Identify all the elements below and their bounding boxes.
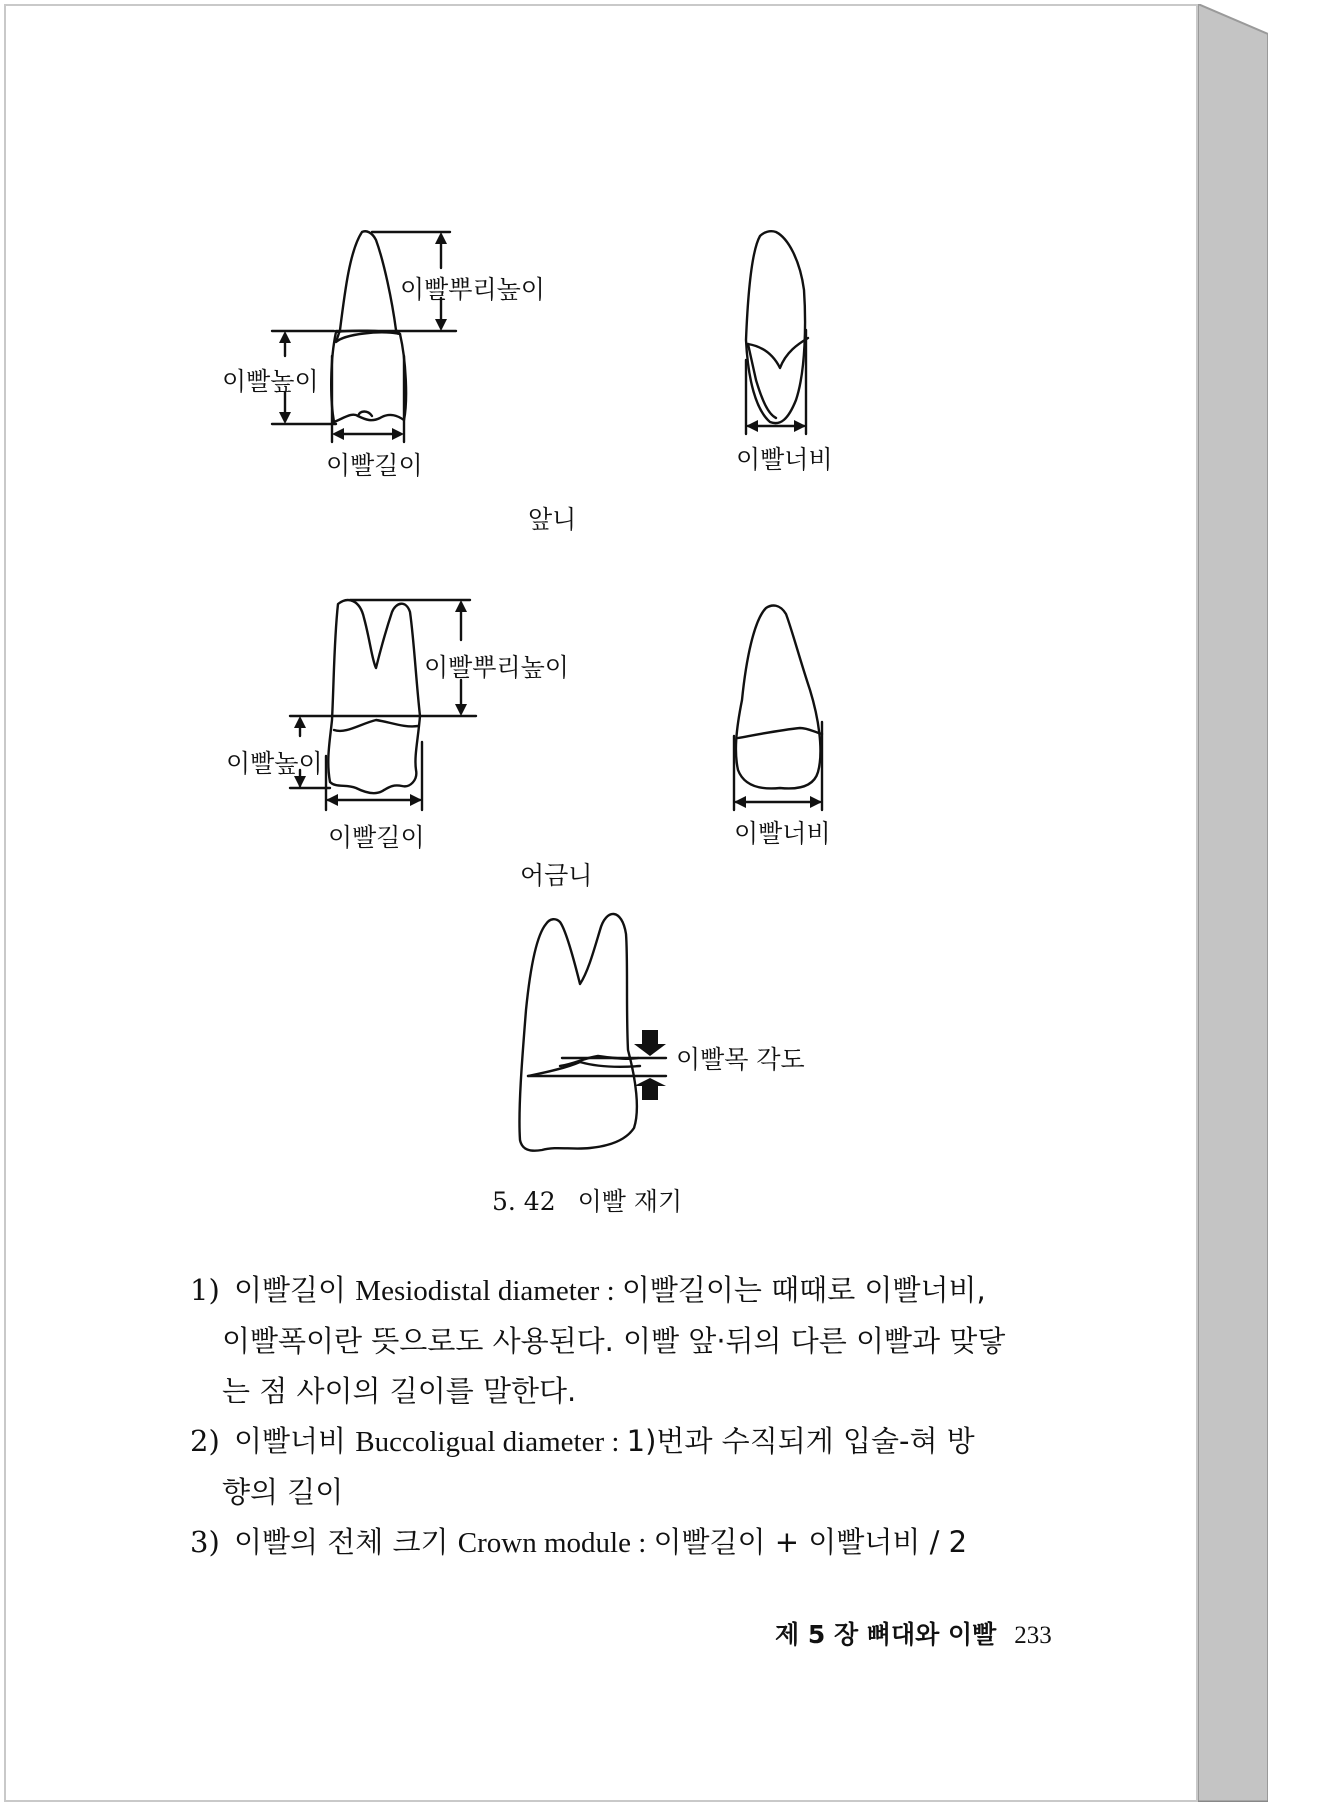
definition-item <box>190 1265 1050 1416</box>
definition-list <box>190 1265 1050 1568</box>
molar-side-outline <box>328 600 420 793</box>
incisor-group-label: 앞니 <box>528 505 577 534</box>
item-continuation: 는 점 사이의 길이를 말한다. <box>222 1374 577 1408</box>
incisor-side-outline <box>331 231 406 422</box>
item-number: 3) <box>190 1525 220 1559</box>
definition-item <box>190 1517 1050 1568</box>
figure-caption <box>492 1182 682 1218</box>
item-definition: 이빨길이는 때때로 이빨너비, <box>621 1273 986 1307</box>
molar-crown-width-label: 이빨너비 <box>734 819 831 848</box>
item-number: 1) <box>190 1273 220 1307</box>
incisor-crown-length-label: 이빨길이 <box>326 451 423 480</box>
molar-crown-height-label: 이빨높이 <box>226 749 323 778</box>
item-term-ko: 이빨의 전체 크기 <box>234 1525 449 1559</box>
item-continuation: 향의 길이 <box>222 1475 344 1509</box>
item-number: 2) <box>190 1424 220 1458</box>
item-term-en: Mesiodistal diameter <box>355 1275 600 1307</box>
item-definition: 이빨길이 + 이빨너비 / 2 <box>653 1525 968 1559</box>
chapter-title: 제 5 장 뼈대와 이빨 <box>775 1620 997 1649</box>
item-term-ko: 이빨길이 <box>234 1273 347 1307</box>
definition-item <box>190 1416 1050 1517</box>
running-footer <box>775 1615 1052 1651</box>
caption-number: 5. 42 <box>492 1187 556 1216</box>
caption-title: 이빨 재기 <box>577 1187 683 1216</box>
item-term-en: Crown module <box>457 1527 631 1559</box>
molar-crown-length-label: 이빨길이 <box>328 823 425 852</box>
item-separator: : <box>604 1426 627 1458</box>
incisor-crown-width-label: 이빨너비 <box>736 445 833 474</box>
item-separator: : <box>630 1527 654 1559</box>
incisor-front-outline <box>746 231 808 423</box>
molar-root-height-label: 이빨뿌리높이 <box>424 653 569 682</box>
molar-front-outline <box>736 606 822 789</box>
molar-cervical-outline <box>519 914 640 1151</box>
item-separator: : <box>599 1275 622 1307</box>
incisor-root-height-label: 이빨뿌리높이 <box>400 275 545 304</box>
item-continuation: 이빨폭이란 뜻으로도 사용된다. 이빨 앞·뒤의 다른 이빨과 맞닿 <box>222 1324 1006 1358</box>
molar-group-label: 어금니 <box>520 861 593 890</box>
item-definition: 1)번과 수직되게 입술-혀 방 <box>626 1424 975 1458</box>
item-term-ko: 이빨너비 <box>234 1424 347 1458</box>
incisor-crown-height-label: 이빨높이 <box>222 367 319 396</box>
item-term-en: Buccoligual diameter <box>355 1426 605 1458</box>
page-number: 233 <box>1014 1622 1052 1649</box>
cervical-angle-label: 이빨목 각도 <box>676 1045 805 1074</box>
